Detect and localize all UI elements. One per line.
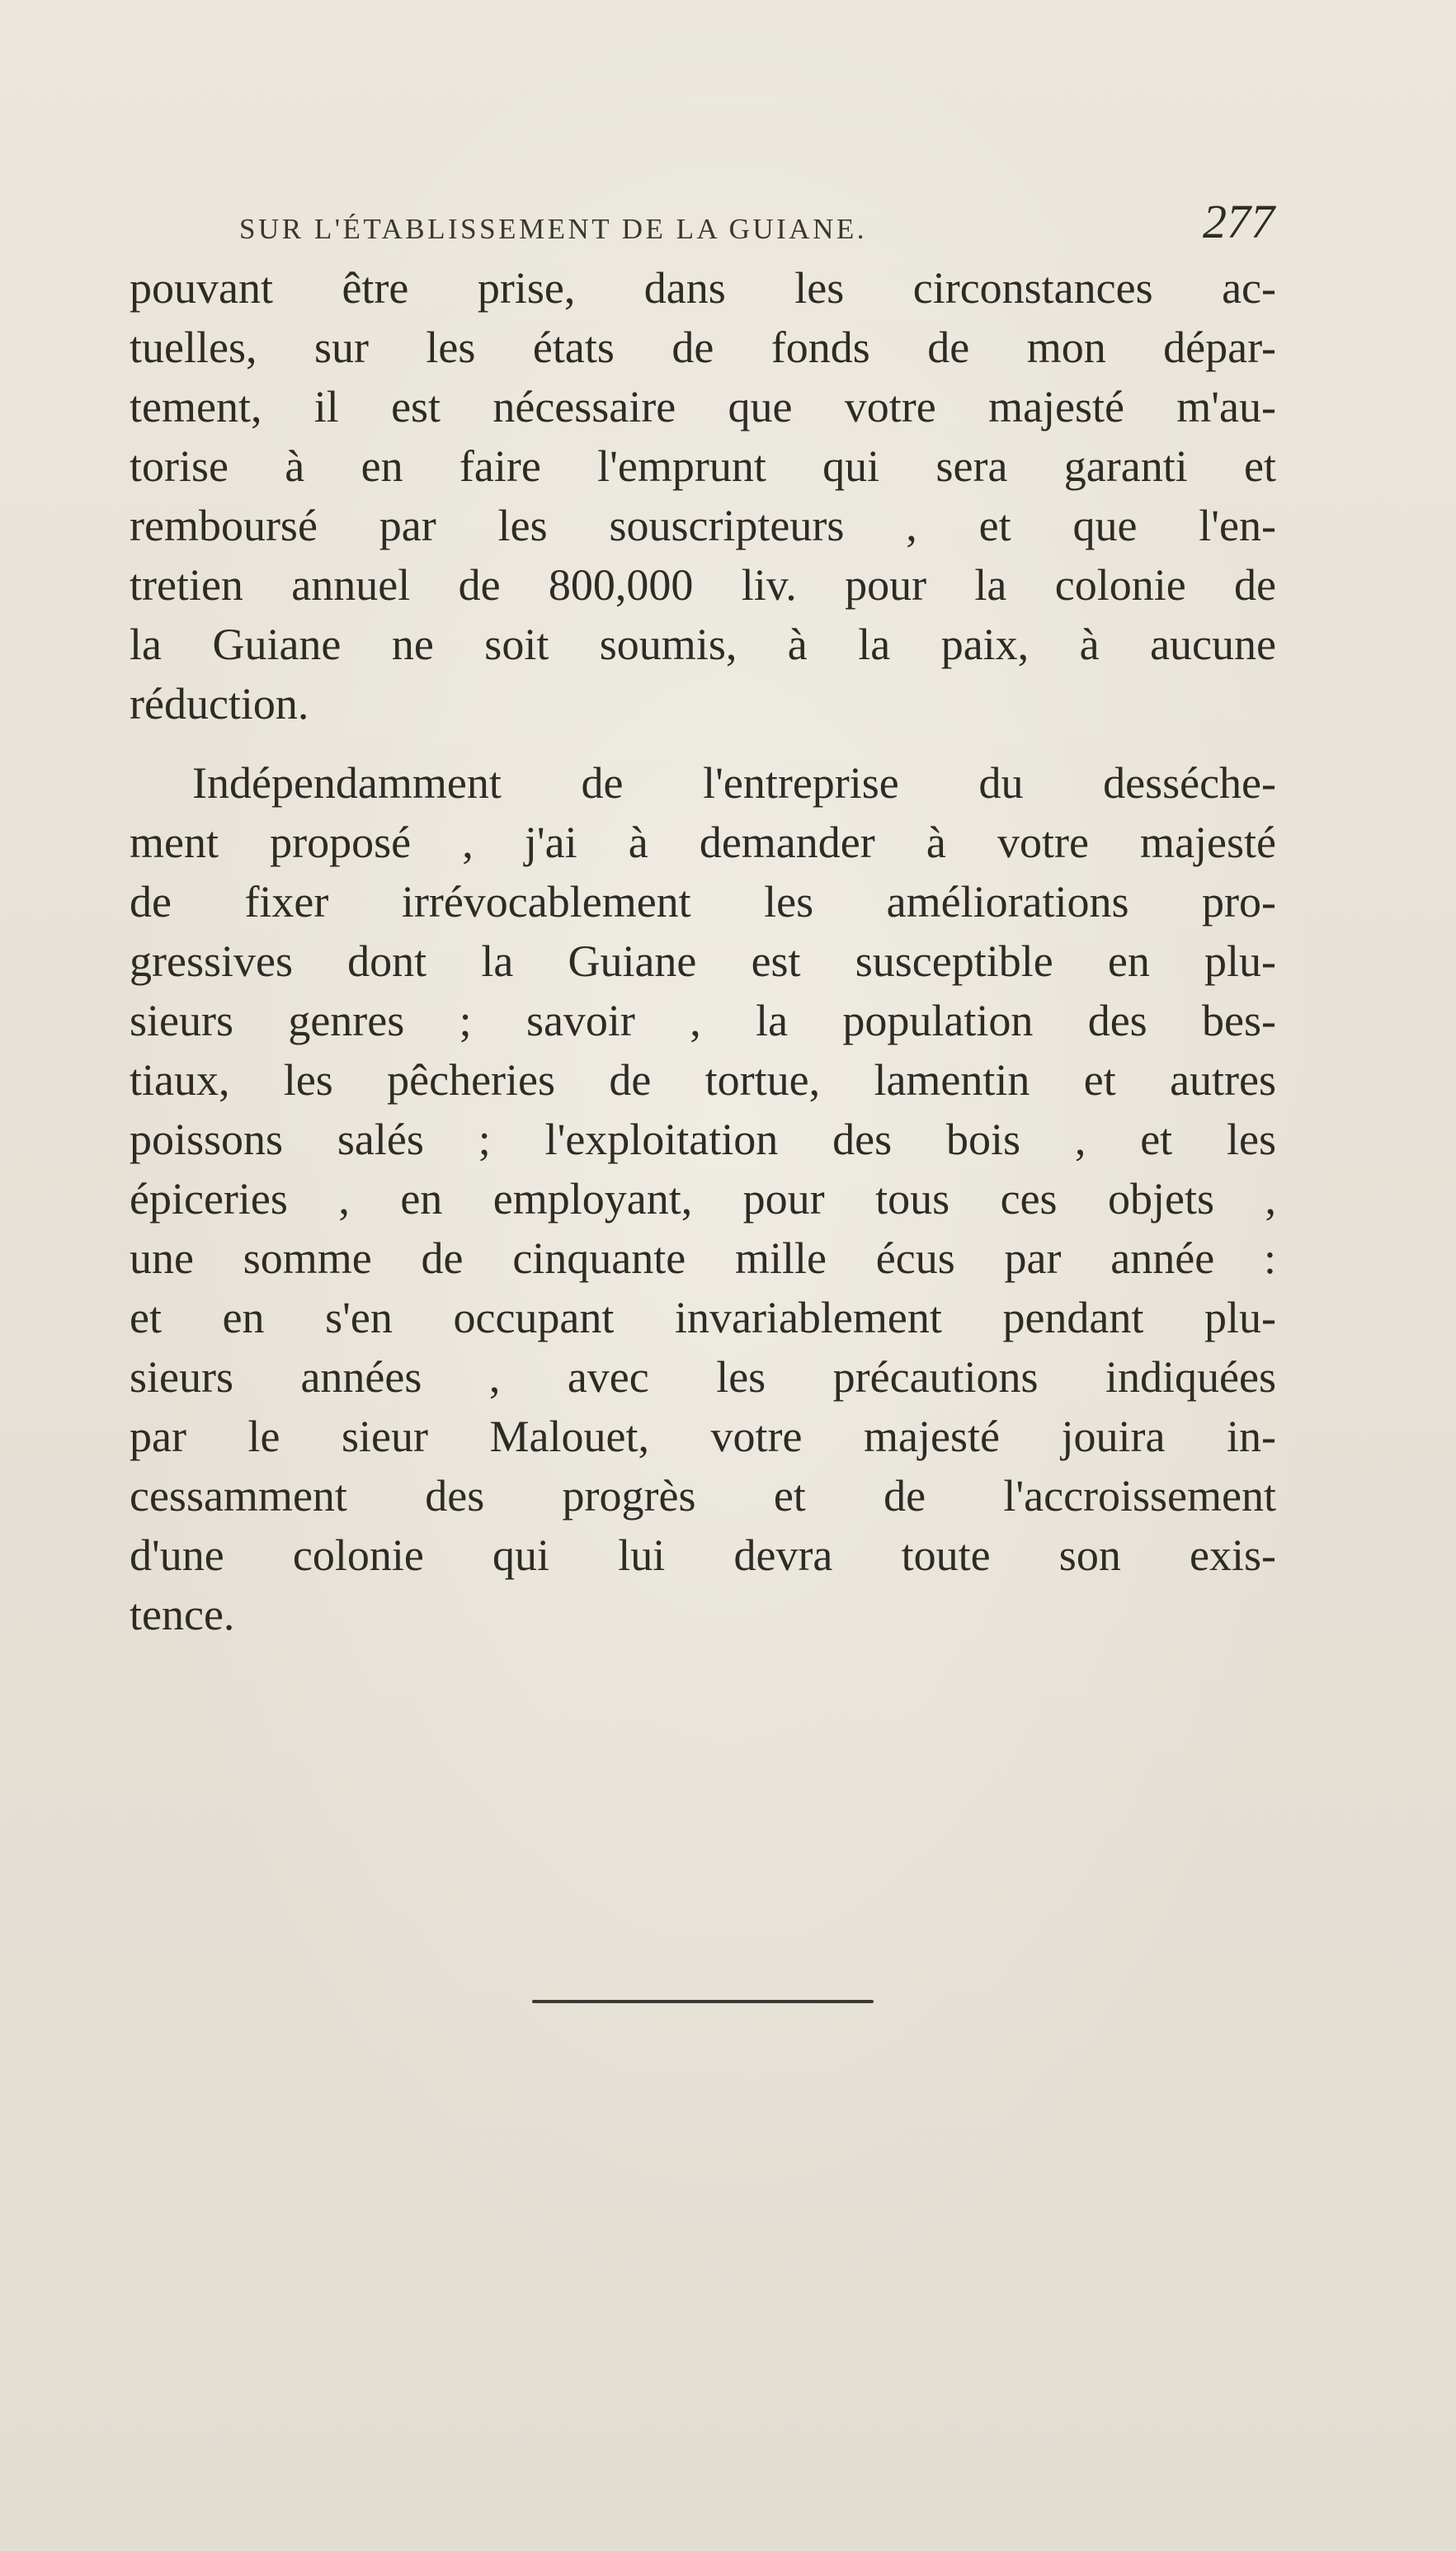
section-rule: [532, 2000, 874, 2003]
page-header: [239, 188, 1275, 246]
text-line: la Guiane ne soit soumis, à la paix, à aucune: [130, 620, 1276, 669]
running-title: SUR L'ÉTABLISSEMENT DE LA GUIANE.: [239, 213, 867, 245]
page-number: 277: [1203, 195, 1275, 248]
text-line: et en s'en occupant invariablement pendant plu-: [130, 1293, 1276, 1342]
text-line: tretien annuel de 800,000 liv. pour la colonie de: [130, 560, 1276, 610]
text-line: torise à en faire l'emprunt qui sera garanti et: [130, 441, 1276, 491]
text-line: par le sieur Malouet, votre majesté jouira in-: [130, 1412, 1276, 1461]
text-line: ment proposé , j'ai à demander à votre majesté: [130, 818, 1276, 867]
paragraph-2: [130, 753, 1276, 1644]
text-line: cessamment des progrès et de l'accroissement: [130, 1471, 1276, 1521]
paragraph-gap: [130, 733, 1276, 753]
text-line: réduction.: [130, 679, 309, 729]
text-line: remboursé par les souscripteurs , et que l'en-: [130, 501, 1276, 550]
text-line: poissons salés ; l'exploitation des bois , et les: [130, 1115, 1276, 1164]
text-line: pouvant être prise, dans les circonstances ac-: [130, 263, 1276, 313]
text-line: sieurs genres ; savoir , la population des bes-: [130, 996, 1276, 1045]
text-line: une somme de cinquante mille écus par année :: [130, 1233, 1276, 1283]
body-text: [130, 258, 1276, 1644]
text-line: tiaux, les pêcheries de tortue, lamentin et autres: [130, 1055, 1276, 1105]
text-line: tence.: [130, 1590, 235, 1639]
text-line: Indépendamment de l'entreprise du desséche-: [192, 758, 1276, 808]
paragraph-1: [130, 258, 1276, 733]
text-line: de fixer irrévocablement les améliorations pro-: [130, 877, 1276, 927]
text-line: gressives dont la Guiane est susceptible en plu-: [130, 936, 1276, 986]
text-line: épiceries , en employant, pour tous ces objets ,: [130, 1174, 1276, 1224]
text-line: sieurs années , avec les précautions indiquées: [130, 1352, 1276, 1402]
text-line: d'une colonie qui lui devra toute son exis-: [130, 1530, 1276, 1580]
text-line: tuelles, sur les états de fonds de mon dépar-: [130, 323, 1276, 372]
text-line: tement, il est nécessaire que votre majesté m'au-: [130, 382, 1276, 431]
